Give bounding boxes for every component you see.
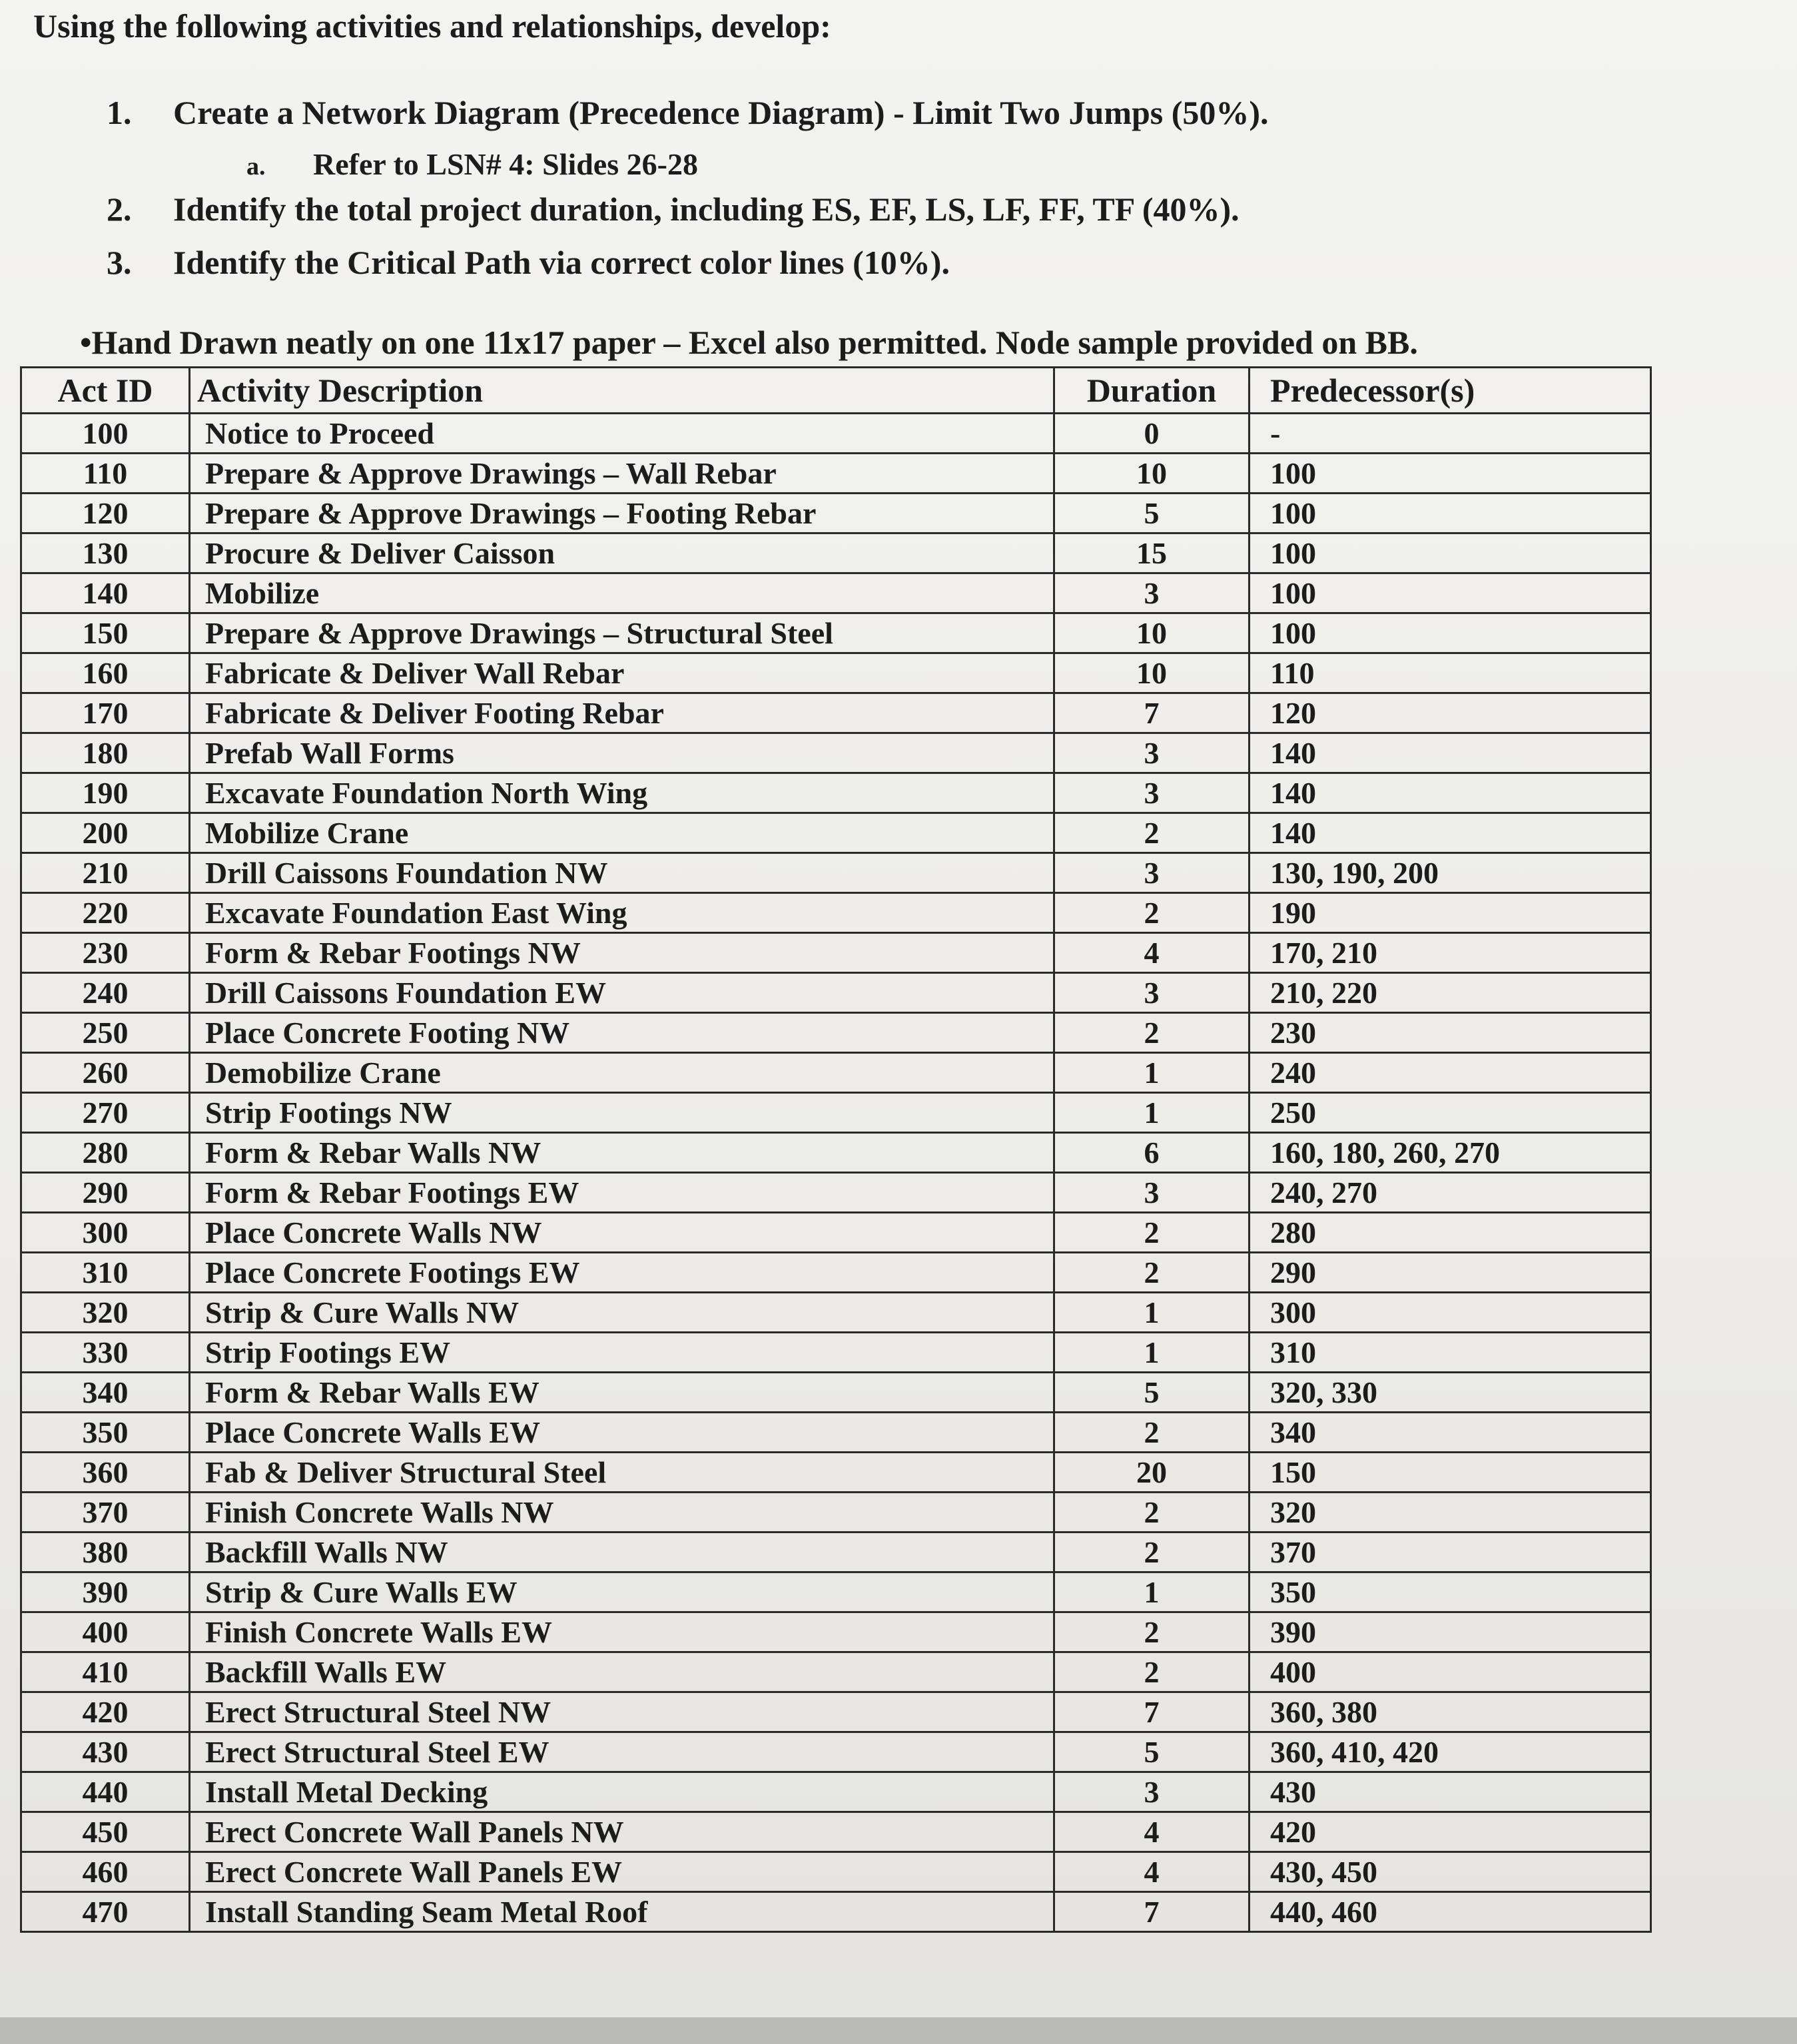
activity-description-cell: Procure & Deliver Caisson xyxy=(190,533,1054,573)
table-row xyxy=(21,1453,1651,1493)
activity-table xyxy=(20,366,1652,1933)
act-id-cell: 160 xyxy=(21,653,190,693)
predecessor-cell: 100 xyxy=(1250,454,1651,494)
predecessor-cell: 230 xyxy=(1250,1013,1651,1053)
duration-cell: 2 xyxy=(1054,1493,1250,1533)
duration-cell: 10 xyxy=(1054,613,1250,653)
table-row xyxy=(21,1213,1651,1253)
activity-description-cell: Prefab Wall Forms xyxy=(190,733,1054,773)
act-id-cell: 170 xyxy=(21,693,190,733)
table-row xyxy=(21,1253,1651,1293)
duration-cell: 2 xyxy=(1054,1013,1250,1053)
activity-description-cell: Erect Structural Steel EW xyxy=(190,1732,1054,1772)
duration-cell: 2 xyxy=(1054,1253,1250,1293)
predecessor-cell: 320 xyxy=(1250,1493,1651,1533)
predecessor-cell: 210, 220 xyxy=(1250,973,1651,1013)
table-row xyxy=(21,533,1651,573)
predecessor-cell: 250 xyxy=(1250,1093,1651,1133)
table-row xyxy=(21,1533,1651,1572)
act-id-cell: 350 xyxy=(21,1413,190,1453)
table-row xyxy=(21,733,1651,773)
predecessor-cell: 400 xyxy=(1250,1652,1651,1692)
predecessor-cell: 100 xyxy=(1250,573,1651,613)
table-row xyxy=(21,613,1651,653)
activity-description-cell: Excavate Foundation East Wing xyxy=(190,893,1054,933)
table-row xyxy=(21,1373,1651,1413)
duration-cell: 4 xyxy=(1054,1852,1250,1892)
duration-cell: 0 xyxy=(1054,414,1250,454)
activity-description-cell: Backfill Walls NW xyxy=(190,1533,1054,1572)
predecessor-cell: 240, 270 xyxy=(1250,1173,1651,1213)
predecessor-cell: 320, 330 xyxy=(1250,1373,1651,1413)
predecessor-cell: 140 xyxy=(1250,733,1651,773)
table-row xyxy=(21,1413,1651,1453)
duration-cell: 7 xyxy=(1054,693,1250,733)
act-id-cell: 420 xyxy=(21,1692,190,1732)
instruction-text: Identify the Critical Path via correct color lines (10%). xyxy=(173,244,950,281)
table-row xyxy=(21,1093,1651,1133)
predecessor-cell: 430 xyxy=(1250,1772,1651,1812)
act-id-cell: 410 xyxy=(21,1652,190,1692)
act-id-cell: 360 xyxy=(21,1453,190,1493)
table-row xyxy=(21,1612,1651,1652)
act-id-cell: 180 xyxy=(21,733,190,773)
predecessor-cell: 190 xyxy=(1250,893,1651,933)
activity-rows xyxy=(21,414,1651,1932)
header-duration: Duration xyxy=(1054,368,1250,414)
act-id-cell: 260 xyxy=(21,1053,190,1093)
act-id-cell: 200 xyxy=(21,813,190,853)
duration-cell: 3 xyxy=(1054,1173,1250,1213)
activity-description-cell: Drill Caissons Foundation EW xyxy=(190,973,1054,1013)
table-row xyxy=(21,414,1651,454)
act-id-cell: 340 xyxy=(21,1373,190,1413)
table-row xyxy=(21,1333,1651,1373)
table-row xyxy=(21,1173,1651,1213)
activity-description-cell: Place Concrete Walls EW xyxy=(190,1413,1054,1453)
duration-cell: 1 xyxy=(1054,1572,1250,1612)
table-row xyxy=(21,1692,1651,1732)
predecessor-cell: 430, 450 xyxy=(1250,1852,1651,1892)
act-id-cell: 470 xyxy=(21,1892,190,1932)
duration-cell: 2 xyxy=(1054,1213,1250,1253)
act-id-cell: 330 xyxy=(21,1333,190,1373)
act-id-cell: 270 xyxy=(21,1093,190,1133)
duration-cell: 15 xyxy=(1054,533,1250,573)
act-id-cell: 220 xyxy=(21,893,190,933)
activity-description-cell: Demobilize Crane xyxy=(190,1053,1054,1093)
instruction-number: 1. xyxy=(107,94,132,131)
activity-description-cell: Form & Rebar Walls NW xyxy=(190,1133,1054,1173)
table-row xyxy=(21,773,1651,813)
act-id-cell: 190 xyxy=(21,773,190,813)
table-header-row xyxy=(21,368,1651,414)
act-id-cell: 280 xyxy=(21,1133,190,1173)
act-id-cell: 210 xyxy=(21,853,190,893)
predecessor-cell: 170, 210 xyxy=(1250,933,1651,973)
table-row xyxy=(21,1133,1651,1173)
duration-cell: 7 xyxy=(1054,1892,1250,1932)
act-id-cell: 130 xyxy=(21,533,190,573)
activity-description-cell: Install Standing Seam Metal Roof xyxy=(190,1892,1054,1932)
duration-cell: 6 xyxy=(1054,1133,1250,1173)
act-id-cell: 250 xyxy=(21,1013,190,1053)
predecessor-cell: 280 xyxy=(1250,1213,1651,1253)
duration-cell: 3 xyxy=(1054,573,1250,613)
predecessor-cell: 370 xyxy=(1250,1533,1651,1572)
predecessor-cell: 340 xyxy=(1250,1413,1651,1453)
table-row xyxy=(21,893,1651,933)
predecessor-cell: 150 xyxy=(1250,1453,1651,1493)
predecessor-cell: 360, 380 xyxy=(1250,1692,1651,1732)
predecessor-cell: 310 xyxy=(1250,1333,1651,1373)
instruction-text: Identify the total project duration, including ES, EF, LS, LF, FF, TF (40%). xyxy=(173,190,1240,228)
duration-cell: 3 xyxy=(1054,733,1250,773)
act-id-cell: 400 xyxy=(21,1612,190,1652)
table-row xyxy=(21,1852,1651,1892)
table-row xyxy=(21,1053,1651,1093)
duration-cell: 3 xyxy=(1054,973,1250,1013)
table-row xyxy=(21,1732,1651,1772)
act-id-cell: 110 xyxy=(21,454,190,494)
act-id-cell: 240 xyxy=(21,973,190,1013)
predecessor-cell: 110 xyxy=(1250,653,1651,693)
activity-description-cell: Fabricate & Deliver Wall Rebar xyxy=(190,653,1054,693)
table-row xyxy=(21,933,1651,973)
table-row xyxy=(21,653,1651,693)
bottom-shadow xyxy=(0,2017,1797,2044)
table-row xyxy=(21,573,1651,613)
instruction-number: 2. xyxy=(107,190,132,228)
act-id-cell: 310 xyxy=(21,1253,190,1293)
table-row xyxy=(21,1772,1651,1812)
table-row xyxy=(21,1013,1651,1053)
act-id-cell: 460 xyxy=(21,1852,190,1892)
table-row xyxy=(21,1652,1651,1692)
instructions-intro: Using the following activities and relationships, develop: xyxy=(33,7,831,45)
table-row xyxy=(21,1892,1651,1932)
predecessor-cell: 130, 190, 200 xyxy=(1250,853,1651,893)
act-id-cell: 230 xyxy=(21,933,190,973)
header-activity-description: Activity Description xyxy=(190,368,1054,414)
duration-cell: 1 xyxy=(1054,1333,1250,1373)
table-row xyxy=(21,454,1651,494)
activity-description-cell: Place Concrete Footing NW xyxy=(190,1013,1054,1053)
activity-description-cell: Fabricate & Deliver Footing Rebar xyxy=(190,693,1054,733)
activity-description-cell: Drill Caissons Foundation NW xyxy=(190,853,1054,893)
activity-description-cell: Backfill Walls EW xyxy=(190,1652,1054,1692)
act-id-cell: 390 xyxy=(21,1572,190,1612)
duration-cell: 2 xyxy=(1054,893,1250,933)
table-row xyxy=(21,1293,1651,1333)
act-id-cell: 430 xyxy=(21,1732,190,1772)
predecessor-cell: 140 xyxy=(1250,813,1651,853)
predecessor-cell: - xyxy=(1250,414,1651,454)
predecessor-cell: 100 xyxy=(1250,533,1651,573)
duration-cell: 20 xyxy=(1054,1453,1250,1493)
predecessor-cell: 140 xyxy=(1250,773,1651,813)
predecessor-cell: 420 xyxy=(1250,1812,1651,1852)
predecessor-cell: 360, 410, 420 xyxy=(1250,1732,1651,1772)
predecessor-cell: 290 xyxy=(1250,1253,1651,1293)
table-row xyxy=(21,853,1651,893)
act-id-cell: 370 xyxy=(21,1493,190,1533)
predecessor-cell: 240 xyxy=(1250,1053,1651,1093)
duration-cell: 10 xyxy=(1054,454,1250,494)
instruction-item-2 xyxy=(107,190,1240,228)
act-id-cell: 290 xyxy=(21,1173,190,1213)
predecessor-cell: 100 xyxy=(1250,494,1651,533)
instruction-text: Create a Network Diagram (Precedence Diagram) - Limit Two Jumps (50%). xyxy=(173,94,1269,131)
instruction-number: 3. xyxy=(107,244,132,281)
activity-description-cell: Install Metal Decking xyxy=(190,1772,1054,1812)
table-row xyxy=(21,813,1651,853)
act-id-cell: 100 xyxy=(21,414,190,454)
act-id-cell: 300 xyxy=(21,1213,190,1253)
table-row xyxy=(21,494,1651,533)
predecessor-cell: 390 xyxy=(1250,1612,1651,1652)
activity-description-cell: Strip & Cure Walls EW xyxy=(190,1572,1054,1612)
predecessor-cell: 100 xyxy=(1250,613,1651,653)
act-id-cell: 440 xyxy=(21,1772,190,1812)
act-id-cell: 320 xyxy=(21,1293,190,1333)
duration-cell: 2 xyxy=(1054,1652,1250,1692)
activity-description-cell: Place Concrete Footings EW xyxy=(190,1253,1054,1293)
duration-cell: 2 xyxy=(1054,1612,1250,1652)
instruction-subitem-a xyxy=(246,147,698,182)
activity-description-cell: Prepare & Approve Drawings – Structural Steel xyxy=(190,613,1054,653)
duration-cell: 10 xyxy=(1054,653,1250,693)
duration-cell: 3 xyxy=(1054,853,1250,893)
instruction-text: Refer to LSN# 4: Slides 26-28 xyxy=(313,147,698,181)
table-row xyxy=(21,1493,1651,1533)
activity-description-cell: Fab & Deliver Structural Steel xyxy=(190,1453,1054,1493)
act-id-cell: 450 xyxy=(21,1812,190,1852)
duration-cell: 2 xyxy=(1054,1533,1250,1572)
instruction-item-1 xyxy=(107,93,1269,132)
activity-description-cell: Erect Structural Steel NW xyxy=(190,1692,1054,1732)
predecessor-cell: 160, 180, 260, 270 xyxy=(1250,1133,1651,1173)
act-id-cell: 120 xyxy=(21,494,190,533)
duration-cell: 2 xyxy=(1054,1413,1250,1453)
activity-description-cell: Prepare & Approve Drawings – Wall Rebar xyxy=(190,454,1054,494)
header-predecessors: Predecessor(s) xyxy=(1250,368,1651,414)
header-act-id: Act ID xyxy=(21,368,190,414)
act-id-cell: 380 xyxy=(21,1533,190,1572)
duration-cell: 4 xyxy=(1054,933,1250,973)
predecessor-cell: 350 xyxy=(1250,1572,1651,1612)
duration-cell: 1 xyxy=(1054,1093,1250,1133)
predecessor-cell: 300 xyxy=(1250,1293,1651,1333)
activity-description-cell: Form & Rebar Footings EW xyxy=(190,1173,1054,1213)
table-row xyxy=(21,693,1651,733)
table-row xyxy=(21,1572,1651,1612)
activity-description-cell: Notice to Proceed xyxy=(190,414,1054,454)
duration-cell: 1 xyxy=(1054,1293,1250,1333)
activity-description-cell: Prepare & Approve Drawings – Footing Rebar xyxy=(190,494,1054,533)
activity-description-cell: Excavate Foundation North Wing xyxy=(190,773,1054,813)
hand-drawn-note: •Hand Drawn neatly on one 11x17 paper – Excel also permitted. Node sample provided on BB. xyxy=(80,324,1418,361)
activity-description-cell: Mobilize xyxy=(190,573,1054,613)
duration-cell: 1 xyxy=(1054,1053,1250,1093)
duration-cell: 2 xyxy=(1054,813,1250,853)
activity-description-cell: Form & Rebar Walls EW xyxy=(190,1373,1054,1413)
table-row xyxy=(21,1812,1651,1852)
duration-cell: 4 xyxy=(1054,1812,1250,1852)
instruction-item-3 xyxy=(107,243,950,282)
duration-cell: 5 xyxy=(1054,1732,1250,1772)
activity-description-cell: Strip Footings NW xyxy=(190,1093,1054,1133)
activity-description-cell: Finish Concrete Walls NW xyxy=(190,1493,1054,1533)
act-id-cell: 140 xyxy=(21,573,190,613)
act-id-cell: 150 xyxy=(21,613,190,653)
activity-description-cell: Strip Footings EW xyxy=(190,1333,1054,1373)
instruction-number: a. xyxy=(246,153,266,180)
duration-cell: 3 xyxy=(1054,1772,1250,1812)
activity-description-cell: Finish Concrete Walls EW xyxy=(190,1612,1054,1652)
predecessor-cell: 440, 460 xyxy=(1250,1892,1651,1932)
table-row xyxy=(21,973,1651,1013)
activity-description-cell: Place Concrete Walls NW xyxy=(190,1213,1054,1253)
predecessor-cell: 120 xyxy=(1250,693,1651,733)
duration-cell: 5 xyxy=(1054,494,1250,533)
activity-description-cell: Form & Rebar Footings NW xyxy=(190,933,1054,973)
activity-description-cell: Mobilize Crane xyxy=(190,813,1054,853)
duration-cell: 7 xyxy=(1054,1692,1250,1732)
activity-description-cell: Strip & Cure Walls NW xyxy=(190,1293,1054,1333)
duration-cell: 5 xyxy=(1054,1373,1250,1413)
duration-cell: 3 xyxy=(1054,773,1250,813)
activity-description-cell: Erect Concrete Wall Panels NW xyxy=(190,1812,1054,1852)
activity-description-cell: Erect Concrete Wall Panels EW xyxy=(190,1852,1054,1892)
